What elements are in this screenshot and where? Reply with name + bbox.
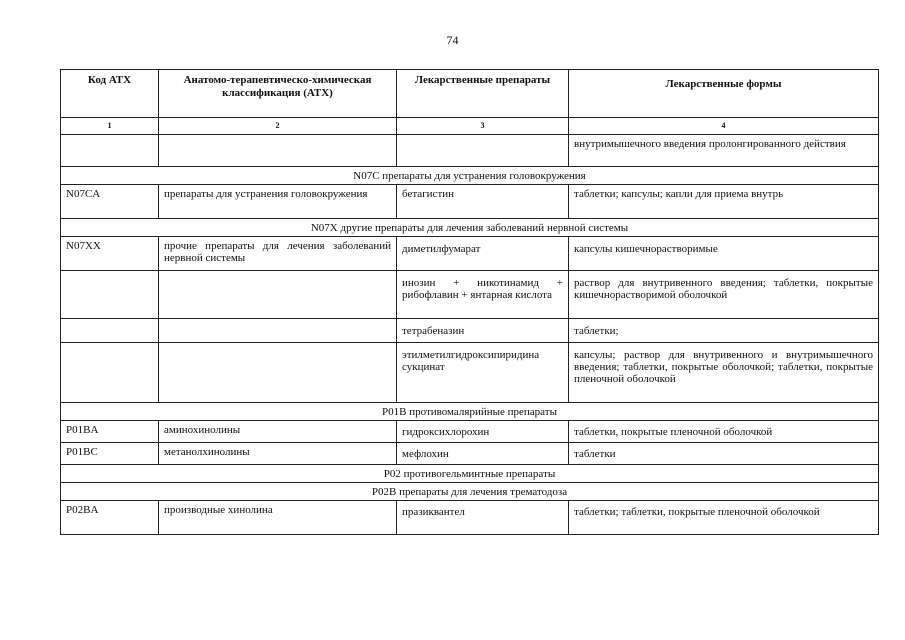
cell-forms: таблетки, покрытые пленочной оболочкой: [569, 421, 879, 443]
table-row: [61, 237, 879, 271]
section-row: [61, 465, 879, 483]
table-row: [61, 421, 879, 443]
header-code: Код АТХ: [61, 70, 159, 118]
section-row: [61, 403, 879, 421]
cell-forms: капсулы кишечнорастворимые: [569, 237, 879, 271]
cell-forms: таблетки; таблетки, покрытые пленочной оболочкой: [569, 501, 879, 535]
cell-code: P01BC: [61, 443, 159, 465]
section-p02: P02 противогельминтные препараты: [61, 465, 879, 483]
atx-table: [60, 69, 879, 535]
header-forms: Лекарственные формы: [569, 70, 879, 118]
cell-drug: этилметилгидроксипиридина сукцинат: [397, 343, 569, 403]
cell-code: P01BA: [61, 421, 159, 443]
page-number: 74: [446, 33, 459, 47]
table-row: [61, 343, 879, 403]
table-row: [61, 271, 879, 319]
cell-forms: капсулы; раствор для внутривенного и внутримышечного введения; таблетки, покрытые оболочкой; таблетки, покрытые пленочной оболочкой: [569, 343, 879, 403]
header-drugs: Лекарственные препараты: [397, 70, 569, 118]
section-row: [61, 483, 879, 501]
cell-forms: таблетки: [569, 443, 879, 465]
table-row: [61, 319, 879, 343]
cell-forms: таблетки; капсулы; капли для приема внутрь: [569, 185, 879, 219]
table-header-row: [61, 70, 879, 118]
section-p01b: P01B противомалярийные препараты: [61, 403, 879, 421]
cell-empty: [61, 135, 159, 167]
header-atx-classification: Анатомо-терапевтическо-химическая классификация (АТХ): [159, 70, 397, 118]
section-n07c: N07C препараты для устранения головокружения: [61, 167, 879, 185]
cell-atx: препараты для устранения головокружения: [159, 185, 397, 219]
section-p02b: P02B препараты для лечения трематодоза: [61, 483, 879, 501]
cell-drug: тетрабеназин: [397, 319, 569, 343]
cell-empty: [61, 343, 159, 403]
section-row: [61, 219, 879, 237]
cell-empty: [159, 343, 397, 403]
cell-empty: [159, 271, 397, 319]
table-row: [61, 185, 879, 219]
cell-drug: гидроксихлорохин: [397, 421, 569, 443]
table-row: [61, 443, 879, 465]
cell-empty: [159, 135, 397, 167]
cell-drug: диметилфумарат: [397, 237, 569, 271]
cell-atx: прочие препараты для лечения заболеваний нервной системы: [159, 237, 397, 271]
cell-forms: раствор для внутривенного введения; таблетки, покрытые кишечнорастворимой оболочкой: [569, 271, 879, 319]
section-n07x: N07X другие препараты для лечения заболеваний нервной системы: [61, 219, 879, 237]
table-row-continuation: [61, 135, 879, 167]
cell-empty: [61, 271, 159, 319]
index-3: 3: [397, 118, 569, 135]
cell-drug: празиквантел: [397, 501, 569, 535]
index-1: 1: [61, 118, 159, 135]
table-row: [61, 501, 879, 535]
cell-drug: бетагистин: [397, 185, 569, 219]
index-4: 4: [569, 118, 879, 135]
cell-atx: метанолхинолины: [159, 443, 397, 465]
cell-forms: таблетки;: [569, 319, 879, 343]
index-2: 2: [159, 118, 397, 135]
section-row: [61, 167, 879, 185]
cell-empty: [159, 319, 397, 343]
cell-forms: внутримышечного введения пролонгированного действия: [569, 135, 879, 167]
cell-code: P02BA: [61, 501, 159, 535]
column-index-row: [61, 118, 879, 135]
cell-atx: аминохинолины: [159, 421, 397, 443]
cell-atx: производные хинолина: [159, 501, 397, 535]
cell-code: N07CA: [61, 185, 159, 219]
cell-empty: [61, 319, 159, 343]
cell-code: N07XX: [61, 237, 159, 271]
cell-drug: инозин + никотинамид + рибофлавин + янтарная кислота: [397, 271, 569, 319]
cell-drug: мефлохин: [397, 443, 569, 465]
cell-empty: [397, 135, 569, 167]
